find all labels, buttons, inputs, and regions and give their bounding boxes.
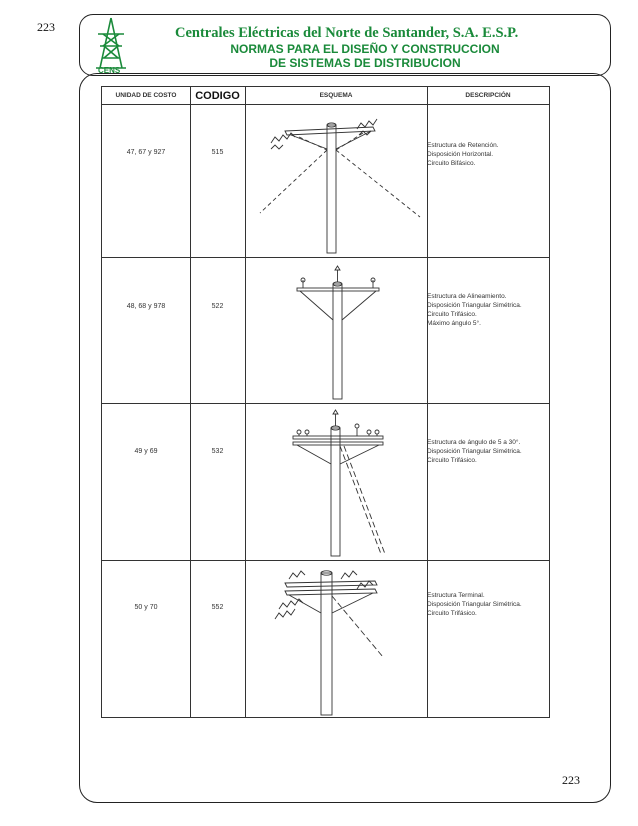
header-title-line-2: DE SISTEMAS DE DISTRIBUCION (269, 56, 461, 70)
header-code: CODIGO (195, 89, 240, 102)
column-divider (427, 87, 428, 717)
description-line: Estructura de ángulo de 5 a 30°. (427, 439, 521, 446)
description-line: Estructura de Retención. (427, 142, 499, 149)
description-line: Estructura de Alineamiento. (427, 293, 507, 300)
row1-code: 515 (211, 149, 224, 156)
description-line: Circuito Bifásico. (427, 160, 476, 167)
angle-structure-diagram (245, 404, 427, 560)
description-line: Circuito Trifásico. (427, 610, 477, 617)
page-number-top: 223 (37, 20, 55, 34)
structures-table (101, 86, 550, 718)
column-divider (190, 87, 191, 717)
alignment-structure-diagram (245, 258, 427, 403)
description-line: Estructura Terminal. (427, 592, 485, 599)
description-line: Disposición Horizontal. (427, 151, 494, 158)
description-line: Disposición Triangular Simétrica. (427, 601, 522, 608)
logo-text: CENS (98, 66, 121, 75)
row2-code: 522 (211, 303, 224, 310)
header-title-line-1: NORMAS PARA EL DISEÑO Y CONSTRUCCION (230, 42, 500, 56)
row2-description (427, 292, 549, 328)
company-name: Centrales Eléctricas del Norte de Santander, S.A. E.S.P. (175, 25, 519, 41)
row3-description (427, 438, 549, 465)
row1-description (427, 141, 549, 168)
row4-unit: 50 y 70 (134, 604, 158, 611)
description-line: Circuito Trifásico. (427, 311, 477, 318)
description-line: Disposición Triangular Simétrica. (427, 302, 522, 309)
description-line: Disposición Triangular Simétrica. (427, 448, 522, 455)
row3-code: 532 (211, 448, 224, 455)
header-scheme: ESQUEMA (319, 92, 353, 99)
header-unit: UNIDAD DE COSTO (115, 92, 177, 99)
description-line: Máximo ángulo 5°. (427, 320, 481, 327)
row4-code: 552 (211, 604, 224, 611)
row1-unit: 47, 67 y 927 (126, 149, 166, 156)
page-number-bottom: 223 (562, 773, 580, 787)
row4-description (427, 591, 549, 618)
header-description: DESCRIPCIÓN (465, 92, 511, 99)
description-line: Circuito Trifásico. (427, 457, 477, 464)
row2-unit: 48, 68 y 978 (126, 303, 166, 310)
terminal-structure-diagram (245, 561, 427, 717)
retention-structure-diagram (245, 105, 427, 257)
row3-unit: 49 y 69 (134, 448, 158, 455)
